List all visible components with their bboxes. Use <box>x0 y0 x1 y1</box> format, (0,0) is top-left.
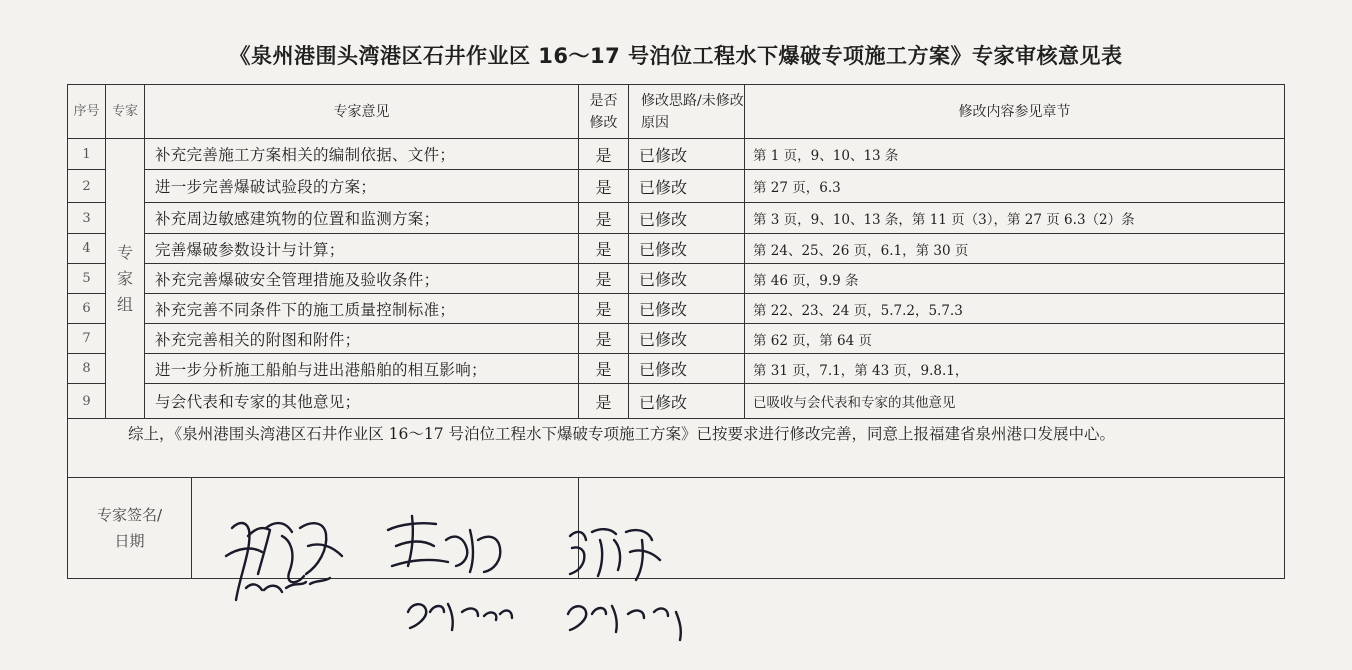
review-table <box>67 84 1285 579</box>
row-opinion: 补充完善不同条件下的施工质量控制标准； <box>145 294 579 324</box>
summary-text: 综上，《泉州港围头湾港区石井作业区 16～17 号泊位工程水下爆破专项施工方案》已按要求进行修改完善，同意上报福建省泉州港口发展中心。 <box>128 425 1116 443</box>
row-reason: 已修改 <box>629 384 745 419</box>
row-modified: 是 <box>579 294 629 324</box>
row-opinion: 补充周边敏感建筑物的位置和监测方案； <box>145 203 579 234</box>
signature-label-cell <box>68 478 579 579</box>
row-seq: 8 <box>68 354 106 384</box>
header-reason: 修改思路/未修改原因 <box>629 85 745 139</box>
row-modified: 是 <box>579 264 629 294</box>
row-opinion: 补充完善相关的附图和附件； <box>145 324 579 354</box>
document-title: 《泉州港围头湾港区石井作业区 16～17 号泊位工程水下爆破专项施工方案》专家审核意见表 <box>229 44 1123 68</box>
expert-group-cell: 专家组 <box>106 139 145 419</box>
signature-area-right <box>579 478 1285 579</box>
row-opinion: 补充完善施工方案相关的编制依据、文件； <box>145 139 579 170</box>
row-reference: 第 31 页，7.1，第 43 页，9.8.1， <box>745 354 1285 384</box>
row-seq: 6 <box>68 294 106 324</box>
table-row <box>68 264 1285 294</box>
row-reference: 已吸收与会代表和专家的其他意见 <box>745 384 1285 419</box>
table-row <box>68 384 1285 419</box>
row-seq: 9 <box>68 384 106 419</box>
row-reason: 已修改 <box>629 324 745 354</box>
row-modified: 是 <box>579 170 629 203</box>
header-expert: 专家 <box>106 85 145 139</box>
table-row <box>68 170 1285 203</box>
row-reference: 第 27 页，6.3 <box>745 170 1285 203</box>
table-row <box>68 354 1285 384</box>
row-seq: 1 <box>68 139 106 170</box>
row-reason: 已修改 <box>629 139 745 170</box>
row-modified: 是 <box>579 234 629 264</box>
row-reference: 第 46 页，9.9 条 <box>745 264 1285 294</box>
row-modified: 是 <box>579 354 629 384</box>
summary-cell <box>68 419 1285 478</box>
row-modified: 是 <box>579 384 629 419</box>
header-opinion: 专家意见 <box>145 85 579 139</box>
header-seq: 序号 <box>68 85 106 139</box>
row-reference: 第 24、25、26 页，6.1，第 30 页 <box>745 234 1285 264</box>
table-row <box>68 294 1285 324</box>
row-reference: 第 1 页，9、10、13 条 <box>745 139 1285 170</box>
row-opinion: 完善爆破参数设计与计算； <box>145 234 579 264</box>
row-opinion: 进一步完善爆破试验段的方案； <box>145 170 579 203</box>
table-row <box>68 234 1285 264</box>
table-row <box>68 324 1285 354</box>
row-modified: 是 <box>579 203 629 234</box>
row-reference: 第 22、23、24 页，5.7.2，5.7.3 <box>745 294 1285 324</box>
row-seq: 2 <box>68 170 106 203</box>
row-opinion: 与会代表和专家的其他意见； <box>145 384 579 419</box>
row-reason: 已修改 <box>629 354 745 384</box>
row-seq: 7 <box>68 324 106 354</box>
header-reference: 修改内容参见章节 <box>745 85 1285 139</box>
row-seq: 3 <box>68 203 106 234</box>
row-reason: 已修改 <box>629 264 745 294</box>
row-reference: 第 62 页，第 64 页 <box>745 324 1285 354</box>
row-reason: 已修改 <box>629 234 745 264</box>
row-reason: 已修改 <box>629 203 745 234</box>
summary-row <box>68 419 1285 478</box>
table-header-row <box>68 85 1285 139</box>
row-reference: 第 3 页，9、10、13 条，第 11 页（3），第 27 页 6.3（2）条 <box>745 203 1285 234</box>
row-modified: 是 <box>579 139 629 170</box>
row-opinion: 进一步分析施工船舶与进出港船舶的相互影响； <box>145 354 579 384</box>
signature-row <box>68 478 1285 579</box>
row-modified: 是 <box>579 324 629 354</box>
table-row <box>68 203 1285 234</box>
row-reason: 已修改 <box>629 170 745 203</box>
header-modified: 是否修改 <box>579 85 629 139</box>
row-reason: 已修改 <box>629 294 745 324</box>
row-opinion: 补充完善爆破安全管理措施及验收条件； <box>145 264 579 294</box>
row-seq: 5 <box>68 264 106 294</box>
row-seq: 4 <box>68 234 106 264</box>
table-row <box>68 139 1285 170</box>
signature-label: 专家签名/ 日期 <box>68 478 192 578</box>
